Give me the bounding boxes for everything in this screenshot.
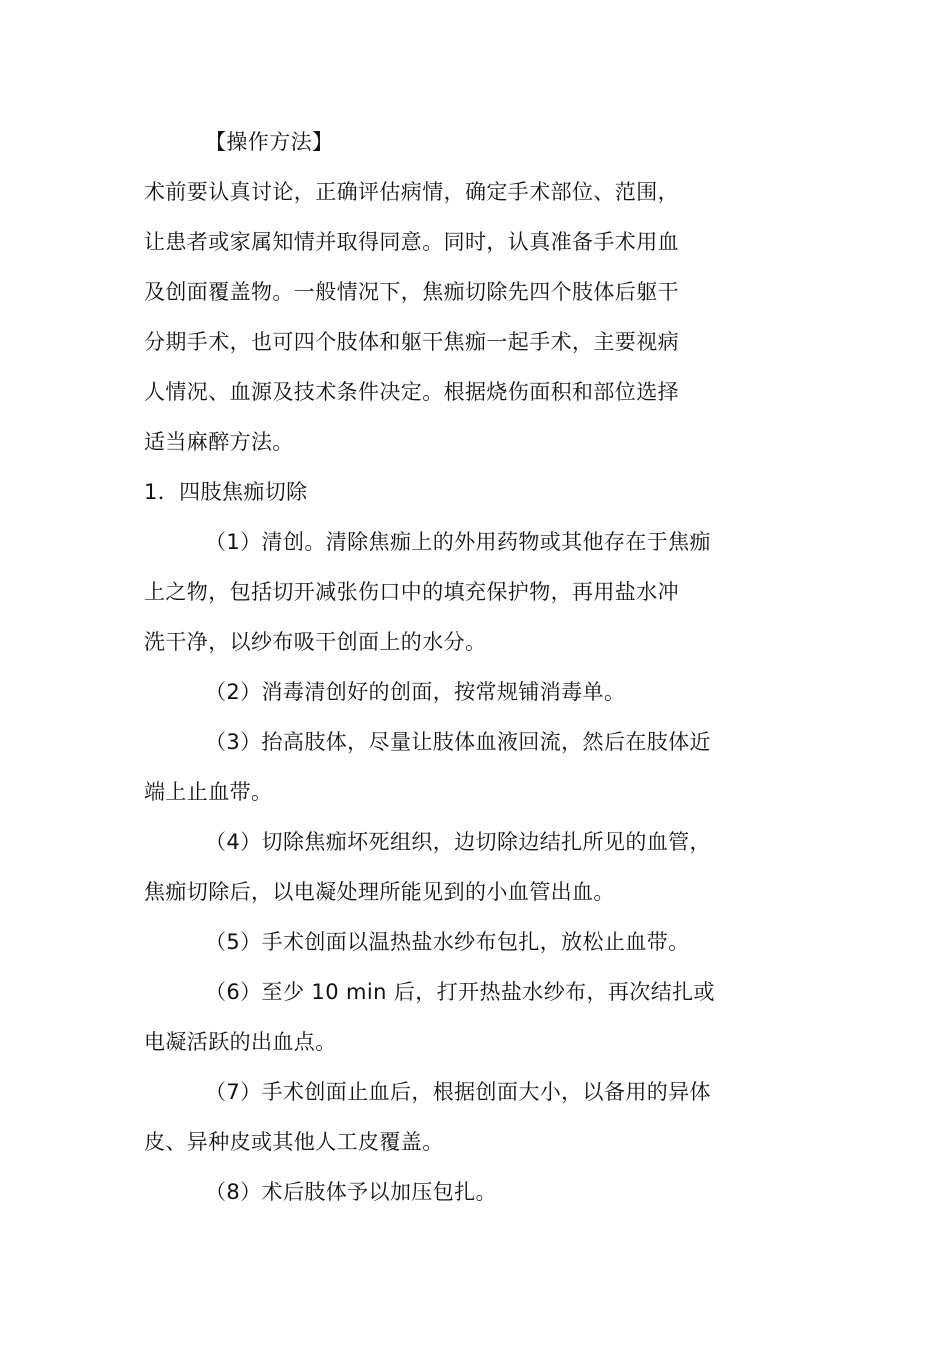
step-line: （4）切除焦痂坏死组织，边切除边结扎所见的血管， [205, 830, 711, 854]
step-line: （3）抬高肢体，尽量让肢体血液回流，然后在肢体近 [205, 730, 711, 754]
intro-line: 分期手术，也可四个肢体和躯干焦痂一起手术，主要视病 [144, 330, 679, 354]
step-line: （8）术后肢体予以加压包扎。 [205, 1180, 497, 1204]
step-line: （7）手术创面止血后，根据创面大小，以备用的异体 [205, 1080, 711, 1104]
step-line: （1）清创。清除焦痂上的外用药物或其他存在于焦痂 [205, 530, 711, 554]
section-heading: 【操作方法】 [205, 130, 334, 154]
step-line: （6）至少 10 min 后，打开热盐水纱布，再次结扎或 [205, 980, 715, 1004]
intro-line: 适当麻醉方法。 [144, 430, 294, 454]
step-line: 端上止血带。 [144, 780, 273, 804]
step-line: （5）手术创面以温热盐水纱布包扎，放松止血带。 [205, 930, 690, 954]
step-line: 焦痂切除后，以电凝处理所能见到的小血管出血。 [144, 880, 615, 904]
subsection-title: 1．四肢焦痂切除 [144, 480, 308, 504]
intro-line: 让患者或家属知情并取得同意。同时，认真准备手术用血 [144, 230, 679, 254]
step-line: 电凝活跃的出血点。 [144, 1030, 337, 1054]
intro-line: 术前要认真讨论，正确评估病情，确定手术部位、范围， [144, 180, 679, 204]
step-line: 洗干净，以纱布吸干创面上的水分。 [144, 630, 487, 654]
intro-line: 及创面覆盖物。一般情况下，焦痂切除先四个肢体后躯干 [144, 280, 679, 304]
step-line: 上之物，包括切开减张伤口中的填充保护物，再用盐水冲 [144, 580, 679, 604]
step-line: 皮、异种皮或其他人工皮覆盖。 [144, 1130, 444, 1154]
intro-line: 人情况、血源及技术条件决定。根据烧伤面积和部位选择 [144, 380, 679, 404]
step-line: （2）消毒清创好的创面，按常规铺消毒单。 [205, 680, 626, 704]
